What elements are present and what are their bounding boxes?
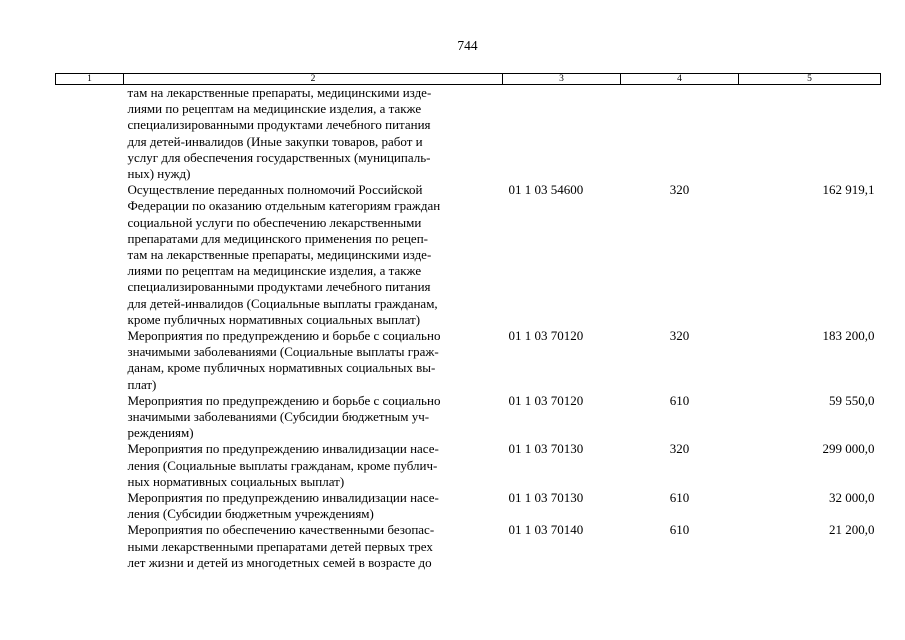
name-line: Мероприятия по предупреждению инвалидизации насе- <box>127 490 439 506</box>
row-name-cell <box>124 182 503 328</box>
name-line: значимыми заболеваниями (Социальные выплаты граж- <box>127 344 439 360</box>
code-cell <box>503 85 621 183</box>
code-cell: 01 1 03 70140 <box>508 522 584 538</box>
name-line: для детей-инвалидов (Социальные выплаты гражданам, <box>127 295 438 311</box>
table-row <box>56 85 881 183</box>
name-line: там на лекарственные препараты, медицинскими изде- <box>127 247 432 263</box>
table-body <box>56 85 881 572</box>
name-line: значимыми заболеваниями (Субсидии бюджетным уч- <box>127 409 430 425</box>
column-number-2: 2 <box>124 74 503 85</box>
kvr-cell: 320 <box>669 182 690 198</box>
row-number-cell <box>56 522 124 571</box>
name-line: Осуществление переданных полномочий Российской <box>127 182 423 198</box>
name-line: ных нормативных социальных выплат) <box>127 473 345 489</box>
table-row <box>56 393 881 442</box>
code-cell: 01 1 03 70130 <box>508 441 584 457</box>
name-line: кроме публичных нормативных социальных выплат) <box>127 311 421 327</box>
name-line: для детей-инвалидов (Иные закупки товаров, работ и <box>127 133 423 149</box>
column-number-5: 5 <box>739 74 881 85</box>
sum-cell: 299 000,0 <box>822 441 875 457</box>
code-cell: 01 1 03 70120 <box>508 392 584 408</box>
name-line: реждениям) <box>127 425 194 441</box>
kvr-cell: 610 <box>669 392 690 408</box>
name-line: ления (Социальные выплаты гражданам, кроме публич- <box>127 457 438 473</box>
row-name-cell <box>124 85 503 183</box>
name-line: ления (Субсидии бюджетным учреждениям) <box>127 506 374 522</box>
sum-cell: 183 200,0 <box>822 328 875 344</box>
code-cell: 01 1 03 70130 <box>508 490 584 506</box>
row-number-cell <box>56 441 124 490</box>
name-line: Мероприятия по предупреждению и борьбе с социально <box>127 328 441 344</box>
name-line: социальной услуги по обеспечению лекарственными <box>127 214 422 230</box>
table-row <box>56 182 881 328</box>
kvr-cell <box>621 85 739 183</box>
name-line: Федерации по оказанию отдельным категориям граждан <box>127 198 441 214</box>
column-number-row <box>56 74 881 85</box>
budget-table <box>55 73 881 571</box>
row-name-cell <box>124 522 503 571</box>
sum-cell: 59 550,0 <box>829 392 875 408</box>
code-cell: 01 1 03 70120 <box>508 328 584 344</box>
name-line: Мероприятия по предупреждению инвалидизации насе- <box>127 441 439 457</box>
column-number-4: 4 <box>621 74 739 85</box>
code-cell: 01 1 03 54600 <box>508 182 584 198</box>
page-number: 744 <box>457 38 478 53</box>
kvr-cell: 320 <box>669 441 690 457</box>
table-row <box>56 328 881 393</box>
name-line: ных) нужд) <box>127 166 191 182</box>
column-number-3: 3 <box>503 74 621 85</box>
name-line: лет жизни и детей из многодетных семей в возрасте до <box>127 554 432 570</box>
column-number-1: 1 <box>56 74 124 85</box>
name-line: препаратами для медицинского применения по рецеп- <box>127 230 428 246</box>
table-row <box>56 522 881 571</box>
row-number-cell <box>56 393 124 442</box>
name-line: лиями по рецептам на медицинские изделия, а также <box>127 101 422 117</box>
name-line: там на лекарственные препараты, медицинскими изде- <box>127 85 432 100</box>
row-name-cell <box>124 441 503 490</box>
row-number-cell <box>56 182 124 328</box>
kvr-cell: 610 <box>669 522 690 538</box>
name-line: Мероприятия по обеспечению качественными безопас- <box>127 522 435 538</box>
row-name-cell <box>124 393 503 442</box>
row-number-cell <box>56 85 124 183</box>
table-row <box>56 441 881 490</box>
row-number-cell <box>56 490 124 522</box>
sum-cell: 162 919,1 <box>822 182 875 198</box>
sum-cell: 32 000,0 <box>829 490 875 506</box>
row-name-cell <box>124 490 503 522</box>
row-name-cell <box>124 328 503 393</box>
sum-cell <box>739 85 881 183</box>
name-line: данам, кроме публичных нормативных социальных вы- <box>127 360 436 376</box>
name-line: Мероприятия по предупреждению и борьбе с социально <box>127 392 441 408</box>
table-row <box>56 490 881 522</box>
name-line: ными лекарственными препаратами детей первых трех <box>127 538 433 554</box>
name-line: плат) <box>127 376 157 392</box>
kvr-cell: 320 <box>669 328 690 344</box>
row-number-cell <box>56 328 124 393</box>
kvr-cell: 610 <box>669 490 690 506</box>
name-line: специализированными продуктами лечебного питания <box>127 117 431 133</box>
name-line: лиями по рецептам на медицинские изделия, а также <box>127 263 422 279</box>
name-line: специализированными продуктами лечебного питания <box>127 279 431 295</box>
name-line: услуг для обеспечения государственных (муниципаль- <box>127 149 431 165</box>
sum-cell: 21 200,0 <box>829 522 875 538</box>
